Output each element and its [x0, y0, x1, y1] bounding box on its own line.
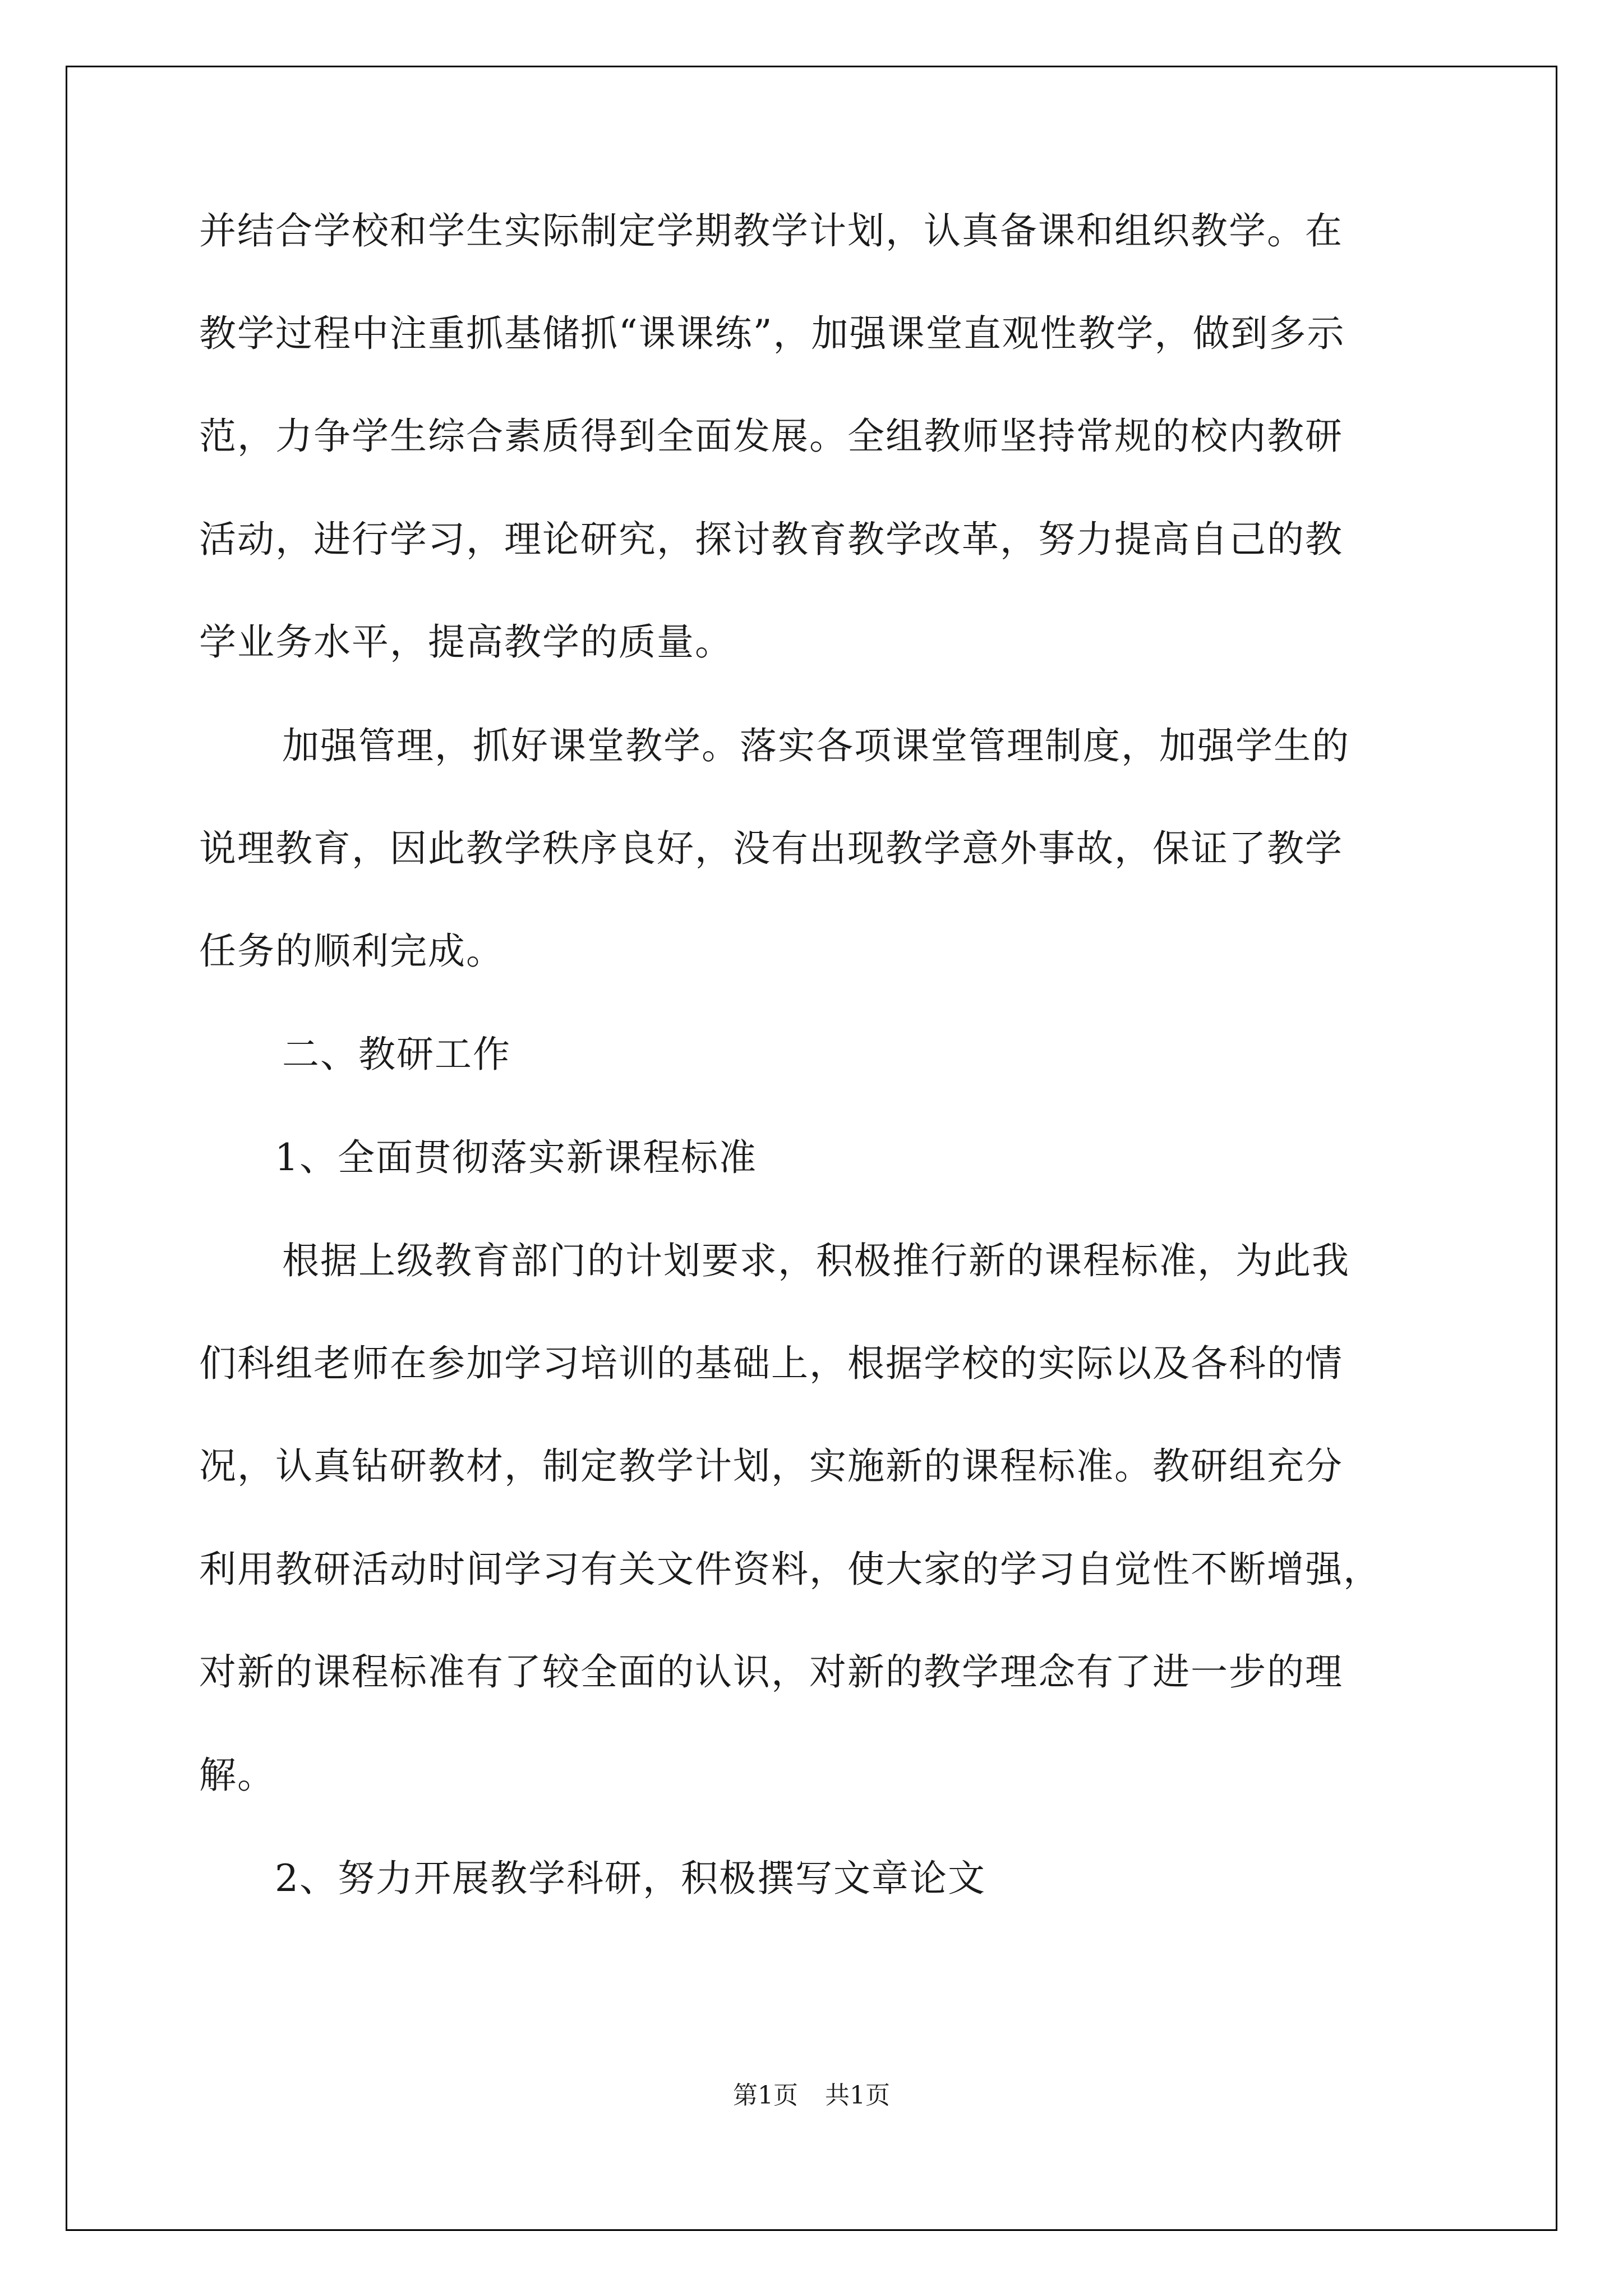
subsection-heading: 2、努力开展教学科研，积极撰写文章论文 [275, 1857, 986, 1900]
body-line: 活动，进行学习，理论研究，探讨教育教学改革，努力提高自己的教 [199, 518, 1343, 561]
page-number: 第1页 [733, 2081, 798, 2110]
page-total: 共1页 [825, 2081, 890, 2110]
body-line: 并结合学校和学生实际制定学期教学计划，认真备课和组织教学。在 [199, 209, 1343, 252]
section-heading: 二、教研工作 [282, 1033, 511, 1076]
body-line: 们科组老师在参加学习培训的基础上，根据学校的实际以及各科的情 [199, 1342, 1343, 1385]
body-line: 任务的顺利完成。 [199, 930, 504, 973]
subsection-heading: 1、全面贯彻落实新课程标准 [275, 1136, 757, 1179]
page-footer [0, 2080, 1623, 2111]
body-line: 学业务水平，提高教学的质量。 [199, 620, 733, 664]
body-line: 对新的课程标准有了较全面的认识，对新的教学理念有了进一步的理 [199, 1650, 1343, 1694]
body-line: 况，认真钻研教材，制定教学计划，实施新的课程标准。教研组充分 [199, 1444, 1343, 1488]
body-line: 解。 [199, 1754, 275, 1797]
paragraph-start-line: 加强管理，抓好课堂教学。落实各项课堂管理制度，加强学生的 [282, 724, 1350, 767]
body-line: 说理教育，因此教学秩序良好，没有出现教学意外事故，保证了教学 [199, 827, 1343, 870]
paragraph-start-line: 根据上级教育部门的计划要求，积极推行新的课程标准，为此我 [282, 1239, 1350, 1282]
body-line: 利用教研活动时间学习有关文件资料，使大家的学习自觉性不断增强， [199, 1548, 1381, 1591]
body-line: 教学过程中注重抓基储抓“课课练”，加强课堂直观性教学，做到多示 [199, 312, 1345, 355]
body-line: 范，力争学生综合素质得到全面发展。全组教师坚持常规的校内教研 [199, 415, 1343, 458]
